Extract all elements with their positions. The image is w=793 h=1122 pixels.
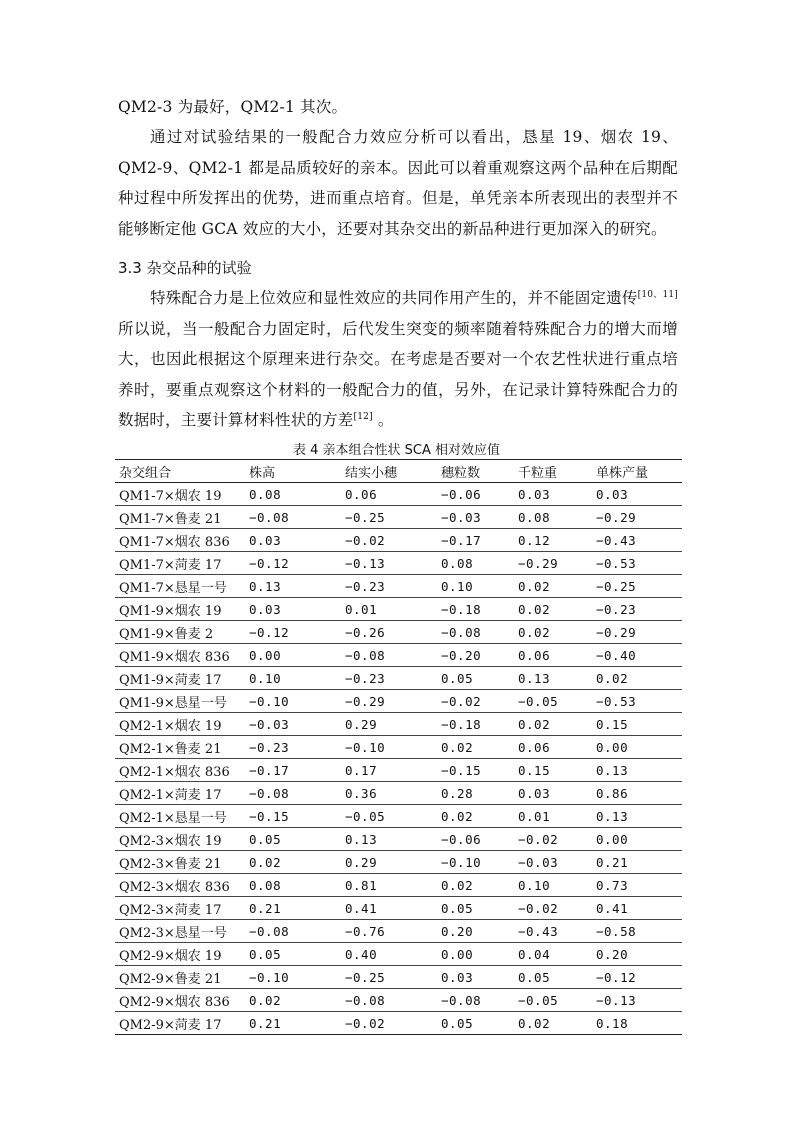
table-body bbox=[115, 483, 682, 1035]
cell-thousand-grain-weight: −0.03 bbox=[518, 854, 559, 870]
cell-cross: QM1-7×恳星一号 bbox=[119, 580, 227, 596]
cell-yield-per-plant: −0.25 bbox=[596, 578, 637, 594]
cell-yield-per-plant: 0.20 bbox=[596, 946, 629, 962]
cell-grains-per-spike: −0.02 bbox=[441, 693, 482, 709]
cell-cross: QM2-9×烟农 836 bbox=[119, 994, 230, 1010]
cell-grains-per-spike: 0.02 bbox=[441, 808, 474, 824]
cell-fertile-spikelets: −0.05 bbox=[345, 808, 386, 824]
cell-grains-per-spike: −0.06 bbox=[441, 831, 482, 847]
paragraph-sca bbox=[118, 283, 678, 436]
table-row bbox=[115, 851, 682, 874]
cell-fertile-spikelets: −0.13 bbox=[345, 555, 386, 571]
cell-thousand-grain-weight: 0.15 bbox=[518, 762, 551, 778]
cell-thousand-grain-weight: −0.02 bbox=[518, 900, 559, 916]
cell-thousand-grain-weight: 0.10 bbox=[518, 877, 551, 893]
cell-plant-height: 0.08 bbox=[249, 877, 282, 893]
cell-fertile-spikelets: 0.29 bbox=[345, 716, 378, 732]
cell-thousand-grain-weight: −0.02 bbox=[518, 831, 559, 847]
cell-fertile-spikelets: −0.08 bbox=[345, 992, 386, 1008]
cell-cross: QM1-7×鲁麦 21 bbox=[119, 511, 222, 527]
cell-fertile-spikelets: 0.06 bbox=[345, 486, 378, 502]
cell-grains-per-spike: 0.20 bbox=[441, 923, 474, 939]
cell-thousand-grain-weight: 0.02 bbox=[518, 1015, 551, 1031]
cell-plant-height: 0.05 bbox=[249, 946, 282, 962]
cell-thousand-grain-weight: 0.03 bbox=[518, 486, 551, 502]
cell-plant-height: −0.10 bbox=[249, 693, 290, 709]
table-row bbox=[115, 874, 682, 897]
cell-grains-per-spike: 0.05 bbox=[441, 670, 474, 686]
cell-yield-per-plant: 0.86 bbox=[596, 785, 629, 801]
cell-cross: QM2-9×烟农 19 bbox=[119, 948, 222, 964]
paragraph-intro: QM2-3 为最好，QM2-1 其次。 bbox=[118, 98, 348, 116]
cell-cross: QM2-1×鲁麦 21 bbox=[119, 741, 222, 757]
cell-fertile-spikelets: 0.29 bbox=[345, 854, 378, 870]
paragraph-sca-part2: 所以说，当一般配合力固定时，后代发生突变的频率随着特殊配合力的增大而增大，也因此根据这个原理来进行杂交。在考虑是否要对一个农艺性状进行重点培养时，要重点观察这个材料的一般配合力的值，另外，在记录计算特殊配合力的数据时，主要计算材料性状的方差 bbox=[118, 319, 678, 429]
citation-ref-12: [12] bbox=[353, 412, 373, 422]
cell-yield-per-plant: −0.29 bbox=[596, 509, 637, 525]
cell-fertile-spikelets: −0.76 bbox=[345, 923, 386, 939]
cell-thousand-grain-weight: 0.02 bbox=[518, 578, 551, 594]
cell-plant-height: −0.17 bbox=[249, 762, 290, 778]
cell-fertile-spikelets: −0.26 bbox=[345, 624, 386, 640]
cell-yield-per-plant: −0.58 bbox=[596, 923, 637, 939]
cell-fertile-spikelets: 0.81 bbox=[345, 877, 378, 893]
cell-cross: QM1-7×烟农 836 bbox=[119, 534, 230, 550]
cell-plant-height: −0.12 bbox=[249, 555, 290, 571]
cell-fertile-spikelets: −0.23 bbox=[345, 670, 386, 686]
header-yield-per-plant: 单株产量 bbox=[596, 465, 649, 481]
cell-plant-height: 0.10 bbox=[249, 670, 282, 686]
cell-plant-height: −0.03 bbox=[249, 716, 290, 732]
cell-yield-per-plant: 0.02 bbox=[596, 670, 629, 686]
cell-yield-per-plant: 0.13 bbox=[596, 808, 629, 824]
cell-grains-per-spike: −0.18 bbox=[441, 601, 482, 617]
cell-fertile-spikelets: −0.25 bbox=[345, 969, 386, 985]
cell-grains-per-spike: −0.06 bbox=[441, 486, 482, 502]
cell-yield-per-plant: 0.41 bbox=[596, 900, 629, 916]
cell-cross: QM1-9×菏麦 17 bbox=[119, 672, 222, 688]
cell-plant-height: 0.13 bbox=[249, 578, 282, 594]
header-cross: 杂交组合 bbox=[119, 465, 172, 481]
cell-fertile-spikelets: −0.23 bbox=[345, 578, 386, 594]
cell-cross: QM1-9×恳星一号 bbox=[119, 695, 227, 711]
cell-cross: QM1-9×烟农 19 bbox=[119, 603, 222, 619]
cell-grains-per-spike: −0.03 bbox=[441, 509, 482, 525]
cell-thousand-grain-weight: 0.03 bbox=[518, 785, 551, 801]
header-fertile-spikelets: 结实小穗 bbox=[345, 465, 398, 481]
cell-fertile-spikelets: 0.40 bbox=[345, 946, 378, 962]
cell-thousand-grain-weight: −0.43 bbox=[518, 923, 559, 939]
table-row bbox=[115, 989, 682, 1012]
cell-yield-per-plant: −0.12 bbox=[596, 969, 637, 985]
table-row bbox=[115, 736, 682, 759]
table-caption: 表 4 亲本组合性状 SCA 相对效应值 bbox=[292, 443, 501, 458]
cell-thousand-grain-weight: −0.29 bbox=[518, 555, 559, 571]
cell-grains-per-spike: −0.08 bbox=[441, 992, 482, 1008]
cell-thousand-grain-weight: 0.08 bbox=[518, 509, 551, 525]
cell-cross: QM2-1×恳星一号 bbox=[119, 810, 227, 826]
cell-plant-height: 0.08 bbox=[249, 486, 282, 502]
header-thousand-grain-weight: 千粒重 bbox=[518, 465, 558, 481]
paragraph-gca-analysis: 通过对试验结果的一般配合力效应分析可以看出，恳星 19、烟农 19、QM2-9、QM2-1 都是品质较好的亲本。因此可以着重观察这两个品种在后期配种过程中所发挥出的优势，进而重点培育。但是，单凭亲本所表现出的表型并不能够断定他 GCA 效应的大小，还要对其杂交出的新品种进行更加深入的研究。 bbox=[118, 128, 678, 238]
table-row bbox=[115, 759, 682, 782]
cell-plant-height: −0.23 bbox=[249, 739, 290, 755]
cell-yield-per-plant: −0.53 bbox=[596, 555, 637, 571]
cell-thousand-grain-weight: 0.06 bbox=[518, 647, 551, 663]
cell-cross: QM2-3×烟农 836 bbox=[119, 879, 230, 895]
cell-cross: QM1-7×烟农 19 bbox=[119, 488, 222, 504]
cell-cross: QM2-3×恳星一号 bbox=[119, 925, 227, 941]
cell-plant-height: 0.00 bbox=[249, 647, 282, 663]
cell-plant-height: 0.05 bbox=[249, 831, 282, 847]
table-row bbox=[115, 644, 682, 667]
table-row bbox=[115, 621, 682, 644]
cell-plant-height: −0.08 bbox=[249, 785, 290, 801]
table-row bbox=[115, 690, 682, 713]
cell-cross: QM2-1×烟农 836 bbox=[119, 764, 230, 780]
cell-yield-per-plant: −0.40 bbox=[596, 647, 637, 663]
cell-thousand-grain-weight: 0.02 bbox=[518, 624, 551, 640]
table-row bbox=[115, 713, 682, 736]
cell-plant-height: 0.21 bbox=[249, 900, 282, 916]
cell-yield-per-plant: −0.43 bbox=[596, 532, 637, 548]
cell-cross: QM2-3×鲁麦 21 bbox=[119, 856, 222, 872]
paragraph-sca-end: 。 bbox=[372, 411, 394, 429]
cell-grains-per-spike: −0.15 bbox=[441, 762, 482, 778]
table-row bbox=[115, 667, 682, 690]
cell-cross: QM2-3×烟农 19 bbox=[119, 833, 222, 849]
cell-fertile-spikelets: 0.13 bbox=[345, 831, 378, 847]
cell-fertile-spikelets: 0.41 bbox=[345, 900, 378, 916]
cell-yield-per-plant: 0.18 bbox=[596, 1015, 629, 1031]
cell-grains-per-spike: 0.10 bbox=[441, 578, 474, 594]
cell-fertile-spikelets: 0.36 bbox=[345, 785, 378, 801]
table-row bbox=[115, 828, 682, 851]
cell-thousand-grain-weight: 0.02 bbox=[518, 716, 551, 732]
cell-fertile-spikelets: −0.02 bbox=[345, 1015, 386, 1031]
cell-thousand-grain-weight: 0.06 bbox=[518, 739, 551, 755]
table-row bbox=[115, 966, 682, 989]
table-row bbox=[115, 1012, 682, 1035]
cell-fertile-spikelets: −0.10 bbox=[345, 739, 386, 755]
cell-fertile-spikelets: −0.25 bbox=[345, 509, 386, 525]
cell-thousand-grain-weight: −0.05 bbox=[518, 992, 559, 1008]
cell-thousand-grain-weight: 0.04 bbox=[518, 946, 551, 962]
cell-grains-per-spike: 0.03 bbox=[441, 969, 474, 985]
cell-cross: QM2-9×菏麦 17 bbox=[119, 1017, 222, 1033]
cell-grains-per-spike: 0.02 bbox=[441, 877, 474, 893]
cell-yield-per-plant: −0.23 bbox=[596, 601, 637, 617]
cell-cross: QM2-1×菏麦 17 bbox=[119, 787, 222, 803]
cell-yield-per-plant: 0.21 bbox=[596, 854, 629, 870]
cell-grains-per-spike: 0.28 bbox=[441, 785, 474, 801]
cell-yield-per-plant: 0.73 bbox=[596, 877, 629, 893]
table-row bbox=[115, 805, 682, 828]
cell-cross: QM1-9×烟农 836 bbox=[119, 649, 230, 665]
cell-plant-height: 0.03 bbox=[249, 532, 282, 548]
cell-fertile-spikelets: 0.17 bbox=[345, 762, 378, 778]
cell-cross: QM2-1×烟农 19 bbox=[119, 718, 222, 734]
cell-plant-height: −0.12 bbox=[249, 624, 290, 640]
cell-grains-per-spike: 0.08 bbox=[441, 555, 474, 571]
cell-plant-height: −0.08 bbox=[249, 923, 290, 939]
cell-plant-height: 0.03 bbox=[249, 601, 282, 617]
table-row bbox=[115, 897, 682, 920]
table-row bbox=[115, 598, 682, 621]
cell-thousand-grain-weight: 0.12 bbox=[518, 532, 551, 548]
paragraph-sca-part1: 特殊配合力是上位效应和显性效应的共同作用产生的，并不能固定遗传 bbox=[150, 289, 638, 307]
cell-grains-per-spike: 0.00 bbox=[441, 946, 474, 962]
table-row bbox=[115, 529, 682, 552]
cell-thousand-grain-weight: 0.13 bbox=[518, 670, 551, 686]
cell-plant-height: 0.02 bbox=[249, 992, 282, 1008]
table-row bbox=[115, 943, 682, 966]
cell-plant-height: 0.02 bbox=[249, 854, 282, 870]
cell-plant-height: −0.10 bbox=[249, 969, 290, 985]
cell-grains-per-spike: −0.20 bbox=[441, 647, 482, 663]
cell-thousand-grain-weight: 0.02 bbox=[518, 601, 551, 617]
cell-plant-height: −0.15 bbox=[249, 808, 290, 824]
table-row bbox=[115, 782, 682, 805]
cell-grains-per-spike: 0.02 bbox=[441, 739, 474, 755]
cell-fertile-spikelets: −0.08 bbox=[345, 647, 386, 663]
cell-yield-per-plant: 0.13 bbox=[596, 762, 629, 778]
cell-yield-per-plant: 0.00 bbox=[596, 831, 629, 847]
cell-cross: QM1-7×菏麦 17 bbox=[119, 557, 222, 573]
table-header-row bbox=[115, 460, 682, 483]
table-row bbox=[115, 506, 682, 529]
table-row bbox=[115, 920, 682, 943]
cell-cross: QM2-3×菏麦 17 bbox=[119, 902, 222, 918]
cell-yield-per-plant: −0.29 bbox=[596, 624, 637, 640]
cell-fertile-spikelets: −0.02 bbox=[345, 532, 386, 548]
table-row bbox=[115, 575, 682, 598]
header-grains-per-spike: 穗粒数 bbox=[441, 465, 481, 481]
cell-grains-per-spike: 0.05 bbox=[441, 900, 474, 916]
cell-cross: QM2-9×鲁麦 21 bbox=[119, 971, 222, 987]
sca-table bbox=[115, 459, 682, 1035]
cell-yield-per-plant: 0.15 bbox=[596, 716, 629, 732]
cell-thousand-grain-weight: −0.05 bbox=[518, 693, 559, 709]
cell-yield-per-plant: −0.53 bbox=[596, 693, 637, 709]
section-heading: 3.3 杂交品种的试验 bbox=[118, 259, 252, 277]
table-row bbox=[115, 552, 682, 575]
cell-yield-per-plant: 0.03 bbox=[596, 486, 629, 502]
cell-grains-per-spike: 0.05 bbox=[441, 1015, 474, 1031]
cell-grains-per-spike: −0.10 bbox=[441, 854, 482, 870]
cell-yield-per-plant: −0.13 bbox=[596, 992, 637, 1008]
cell-grains-per-spike: −0.18 bbox=[441, 716, 482, 732]
cell-grains-per-spike: −0.08 bbox=[441, 624, 482, 640]
cell-cross: QM1-9×鲁麦 2 bbox=[119, 626, 214, 642]
cell-grains-per-spike: −0.17 bbox=[441, 532, 482, 548]
cell-plant-height: 0.21 bbox=[249, 1015, 282, 1031]
cell-plant-height: −0.08 bbox=[249, 509, 290, 525]
cell-fertile-spikelets: −0.29 bbox=[345, 693, 386, 709]
table-row bbox=[115, 483, 682, 506]
header-plant-height: 株高 bbox=[249, 465, 276, 481]
cell-fertile-spikelets: 0.01 bbox=[345, 601, 378, 617]
citation-ref-10-11: [10、11] bbox=[637, 290, 679, 300]
cell-yield-per-plant: 0.00 bbox=[596, 739, 629, 755]
cell-thousand-grain-weight: 0.05 bbox=[518, 969, 551, 985]
cell-thousand-grain-weight: 0.01 bbox=[518, 808, 551, 824]
